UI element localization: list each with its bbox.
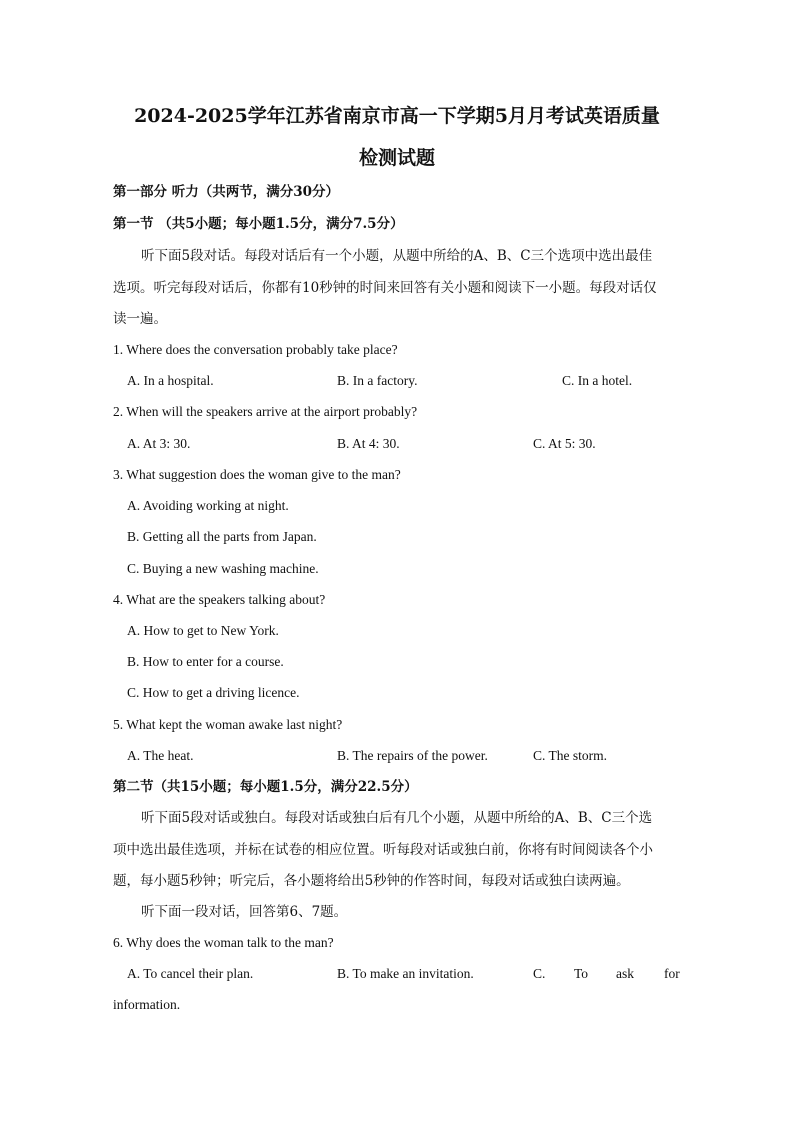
section1-instruction-line3: 读一遍。 xyxy=(113,311,167,327)
q3-option-c: C. Buying a new washing machine. xyxy=(127,561,319,576)
q6-option-c-word2: ask xyxy=(616,966,634,981)
question-6: 6. Why does the woman talk to the man? xyxy=(113,935,334,950)
q5-option-c: C. The storm. xyxy=(533,748,607,763)
section1-instruction-line1: 听下面5段对话。每段对话后有一个小题，从题中所给的A、B、C三个选项中选出最佳 xyxy=(141,248,653,264)
section2-heading: 第二节（共15小题；每小题1.5分，满分22.5分） xyxy=(113,779,418,795)
question-3: 3. What suggestion does the woman give to the man? xyxy=(113,467,401,482)
section2-instruction-line3: 题，每小题5秒钟；听完后，各小题将给出5秒钟的作答时间，每段对话或独白读两遍。 xyxy=(113,873,630,889)
q6-option-a: A. To cancel their plan. xyxy=(127,966,254,981)
q3-option-b: B. Getting all the parts from Japan. xyxy=(127,529,317,544)
part1-heading: 第一部分 听力（共两节，满分30分） xyxy=(113,184,339,200)
exam-title-line1: 2024-2025学年江苏省南京市高一下学期5月月考试英语质量 xyxy=(134,105,660,127)
q2-option-c: C. At 5: 30. xyxy=(533,436,596,451)
section1-heading: 第一节 （共5小题；每小题1.5分，满分7.5分） xyxy=(113,216,404,232)
question-4: 4. What are the speakers talking about? xyxy=(113,592,326,607)
q4-option-c: C. How to get a driving licence. xyxy=(127,685,300,700)
exam-title-line2: 检测试题 xyxy=(358,147,435,169)
q6-option-c-word4: information. xyxy=(113,997,181,1012)
q3-option-a: A. Avoiding working at night. xyxy=(127,498,289,513)
q6-option-c-word3: for xyxy=(664,966,680,981)
q6-option-c-word1: To xyxy=(574,966,589,981)
q5-option-b: B. The repairs of the power. xyxy=(337,748,488,763)
question-1: 1. Where does the conversation probably take place? xyxy=(113,342,398,357)
section2-instruction-line2: 项中选出最佳选项，并标在试卷的相应位置。听每段对话或独白前，你将有时间阅读各个小 xyxy=(113,842,653,858)
q1-option-c: C. In a hotel. xyxy=(562,373,633,388)
q2-option-a: A. At 3: 30. xyxy=(127,436,191,451)
question-2: 2. When will the speakers arrive at the airport probably? xyxy=(113,404,418,419)
q2-option-b: B. At 4: 30. xyxy=(337,436,400,451)
q6-option-b: B. To make an invitation. xyxy=(337,966,474,981)
question-5: 5. What kept the woman awake last night? xyxy=(113,717,343,732)
q5-option-a: A. The heat. xyxy=(127,748,194,763)
q4-option-b: B. How to enter for a course. xyxy=(127,654,284,669)
section2-instruction-line1: 听下面5段对话或独白。每段对话或独白后有几个小题，从题中所给的A、B、C三个选 xyxy=(141,810,653,826)
q4-option-a: A. How to get to New York. xyxy=(127,623,279,638)
q1-option-b: B. In a factory. xyxy=(337,373,418,388)
section2-sub-instruction: 听下面一段对话，回答第6、7题。 xyxy=(141,904,348,920)
q1-option-a: A. In a hospital. xyxy=(127,373,214,388)
q6-option-c-label: C. xyxy=(533,966,546,981)
section1-instruction-line2: 选项。听完每段对话后，你都有10秒钟的时间来回答有关小题和阅读下一小题。每段对话仅 xyxy=(113,280,657,296)
